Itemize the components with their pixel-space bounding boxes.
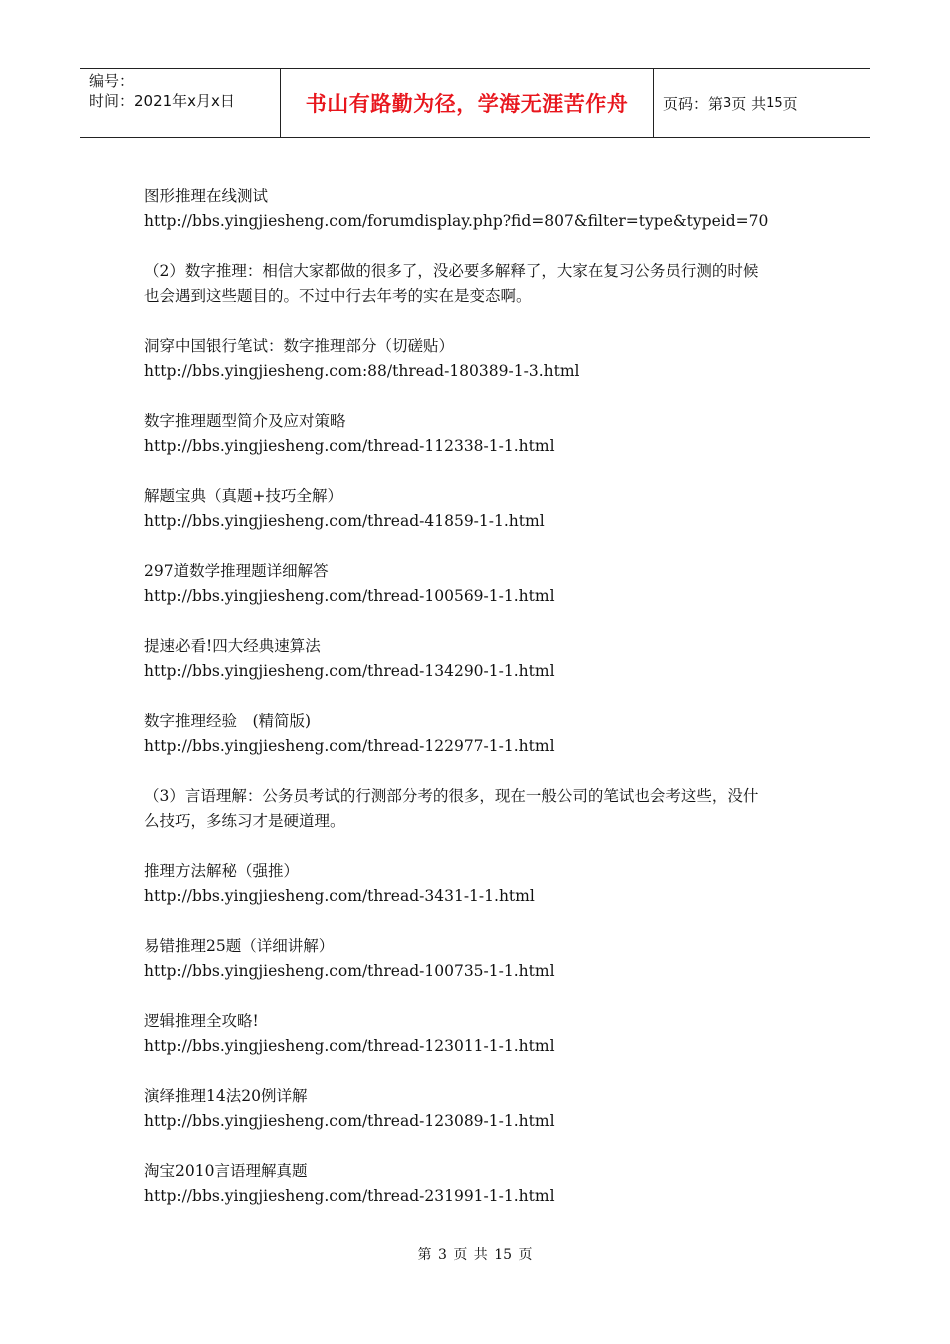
- entry-url: http://bbs.yingjiesheng.com/thread-41859-1-1.html: [144, 512, 545, 530]
- section-paragraph: [144, 784, 824, 834]
- link-entry: [144, 1159, 824, 1209]
- page-suffix: 页: [782, 94, 798, 113]
- entry-url: http://bbs.yingjiesheng.com/thread-3431-1-1.html: [144, 887, 535, 905]
- entry-url: http://bbs.yingjiesheng.com/thread-134290-1-1.html: [144, 662, 555, 680]
- footer-prefix: 第: [417, 1247, 432, 1263]
- paragraph-line: （2）数字推理：相信大家都做的很多了，没必要多解释了，大家在复习公务员行测的时候: [144, 262, 759, 280]
- link-entry: [144, 559, 824, 609]
- page-prefix: 页码：第: [663, 94, 724, 113]
- entry-title: 易错推理25题（详细讲解）: [144, 937, 335, 955]
- entry-url: http://bbs.yingjiesheng.com/thread-123089-1-1.html: [144, 1112, 555, 1130]
- entry-url: http://bbs.yingjiesheng.com/thread-231991-1-1.html: [144, 1187, 555, 1205]
- entry-title: 数字推理经验 (精简版): [144, 712, 312, 730]
- entry-url: http://bbs.yingjiesheng.com/thread-123011-1-1.html: [144, 1037, 555, 1055]
- document-time-label: 时间：2021年x月x日: [89, 92, 235, 110]
- page-footer: [0, 1244, 950, 1264]
- link-entry: [144, 484, 824, 534]
- entry-title: 淘宝2010言语理解真题: [144, 1162, 308, 1180]
- entry-url: http://bbs.yingjiesheng.com/thread-100735-1-1.html: [144, 962, 555, 980]
- footer-total-word: 共: [473, 1247, 488, 1263]
- footer-suffix: 页: [518, 1247, 533, 1263]
- entry-url: http://bbs.yingjiesheng.com/thread-112338-1-1.html: [144, 437, 555, 455]
- link-entry: [144, 334, 824, 384]
- entry-url: http://bbs.yingjiesheng.com/thread-122977-1-1.html: [144, 737, 555, 755]
- entry-title: 洞穿中国银行笔试：数字推理部分（切磋贴）: [144, 337, 455, 355]
- header-motto-cell: [281, 69, 654, 137]
- page-total: 15: [766, 95, 783, 111]
- entry-title: 演绎推理14法20例详解: [144, 1087, 308, 1105]
- link-entry: [144, 409, 824, 459]
- footer-total-pages: 15: [494, 1247, 513, 1263]
- footer-page-word: 页: [453, 1247, 468, 1263]
- entry-url: http://bbs.yingjiesheng.com:88/thread-180389-1-3.html: [144, 362, 580, 380]
- paragraph-line: （3）言语理解：公务员考试的行测部分考的很多，现在一般公司的笔试也会考这些，没什: [144, 787, 759, 805]
- link-entry: [144, 934, 824, 984]
- link-entry: [144, 1009, 824, 1059]
- page-number: 3: [723, 95, 732, 111]
- header-meta: [80, 69, 281, 137]
- entry-title: 逻辑推理全攻略!: [144, 1012, 259, 1030]
- entry-title: 图形推理在线测试: [144, 187, 269, 205]
- header-motto: 书山有路勤为径，学海无涯苦作舟: [305, 92, 629, 116]
- document-number-label: 编号：: [89, 72, 135, 90]
- document-body: [144, 184, 824, 1234]
- footer-page-number: 3: [437, 1247, 447, 1263]
- entry-title: 推理方法解秘（强推）: [144, 862, 300, 880]
- link-entry: [144, 1084, 824, 1134]
- paragraph-line: 么技巧，多练习才是硬道理。: [144, 812, 346, 830]
- link-entry: [144, 709, 824, 759]
- entry-title: 提速必看!四大经典速算法: [144, 637, 321, 655]
- link-entry: [144, 634, 824, 684]
- page-mid: 页 共: [731, 94, 767, 113]
- entry-title: 297道数学推理题详细解答: [144, 562, 329, 580]
- entry-title: 数字推理题型简介及应对策略: [144, 412, 346, 430]
- link-entry: [144, 859, 824, 909]
- header-page-info: [654, 69, 870, 137]
- entry-title: 解题宝典（真题+技巧全解）: [144, 487, 343, 505]
- link-entry: [144, 184, 824, 234]
- page-header: [80, 68, 870, 138]
- entry-url: http://bbs.yingjiesheng.com/forumdisplay.php?fid=807&filter=type&typeid=70: [144, 212, 769, 230]
- entry-url: http://bbs.yingjiesheng.com/thread-100569-1-1.html: [144, 587, 555, 605]
- section-paragraph: [144, 259, 824, 309]
- paragraph-line: 也会遇到这些题目的。不过中行去年考的实在是变态啊。: [144, 287, 532, 305]
